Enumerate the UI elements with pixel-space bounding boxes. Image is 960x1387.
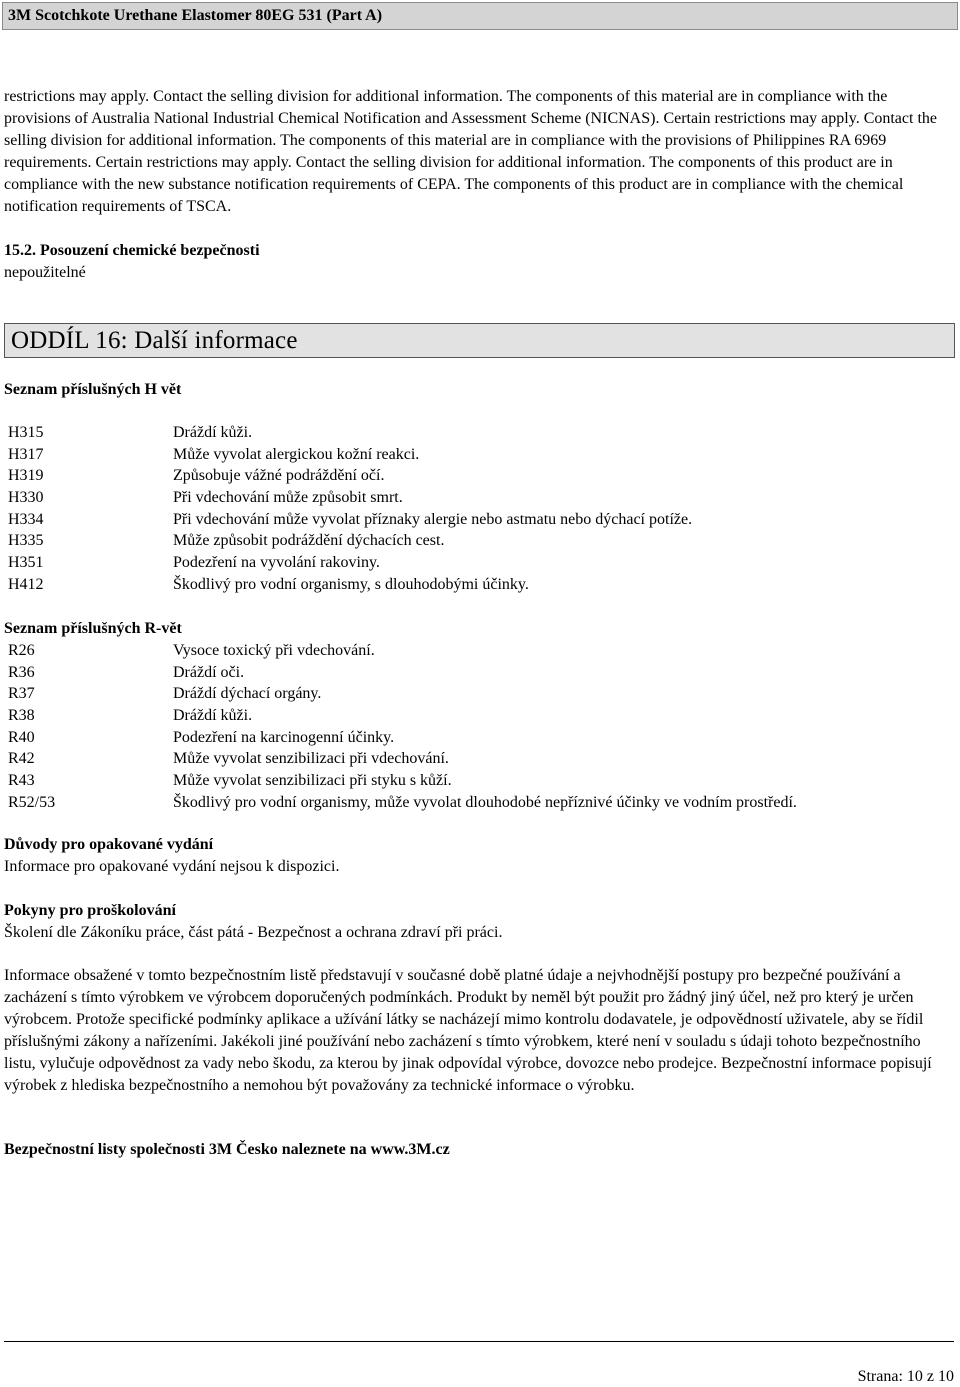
regulatory-text-block [4,86,954,284]
table-row [4,487,954,509]
table-row [4,574,954,596]
r-code: R38 [8,707,35,725]
document-header: 3M Scotchkote Urethane Elastomer 80EG 531 (Part A) [2,2,958,30]
table-row [4,422,954,444]
table-row [4,465,954,487]
r-code: R52/53 [8,793,56,811]
r-phrases-block [4,618,954,814]
r-text: Dráždí dýchací orgány. [173,685,322,703]
table-row [4,705,954,727]
r-text: Dráždí oči. [173,663,245,681]
h-code: H330 [8,489,44,507]
table-row [4,727,954,749]
subsection-15-2-text: nepoužitelné [4,264,86,281]
reissue-block [4,834,954,878]
h-code: H412 [8,575,44,593]
training-block [4,900,954,944]
h-code: H315 [8,424,44,441]
r-list-heading: Seznam příslušných R-vět [4,620,182,637]
h-code: H335 [8,532,44,550]
r-text: Vysoce toxický při vdechování. [173,642,375,659]
table-row [4,552,954,574]
h-text: Způsobuje vážné podráždění očí. [173,467,385,485]
table-row [4,662,954,684]
disclaimer-paragraph: Informace obsažené v tomto bezpečnostním listě představují v současné době platné údaje a nejvhodnější postupy pro bezpečné používání a zacházení s tímto výrobkem ve výrobcem doporučených podmínkách. Produkt by neměl být použit pro žádný jiný účel, než pro který je určen výrobcem. Protože specifické podmínky aplikace a užívání látky se nacházejí mimo kontrolu dodavatele, je odpovědností uživatele, aby se řídil příslušnými zákony a nařízeními. Jakékoli jiné používání nebo zacházení s tímto výrobkem, které není v souladu s údaji tohoto bezpečnostního listu, vylučuje odpovědnost za vady nebo škodu, za kterou by jinak odpovídal výrobce, dovozce nebo prodejce. Bezpečnostní informace popisují výrobek z hlediska bezpečnostního a nemohou být považovány za technické informace o výrobku. [4,967,932,1094]
section-16-title: ODDÍL 16: Další informace [4,323,955,358]
h-code: H317 [8,445,44,463]
h-code: H334 [8,510,44,528]
training-text: Školení dle Zákoníku práce, část pátá - Bezpečnost a ochrana zdraví při práci. [4,924,503,941]
h-text: Při vdechování může způsobit smrt. [173,489,403,507]
r-code: R36 [8,663,35,681]
r-text: Podezření na karcinogenní účinky. [173,728,395,746]
table-row [4,509,954,531]
h-code: H351 [8,554,44,572]
h-text: Dráždí kůži. [173,424,253,441]
table-row [4,748,954,770]
r-code: R43 [8,772,35,790]
r-text: Škodlivý pro vodní organismy, může vyvolat dlouhodobé nepříznivé účinky ve vodním prostředí. [173,793,797,811]
r-code: R40 [8,728,35,746]
h-text: Může vyvolat alergickou kožní reakci. [173,445,420,463]
r-code: R26 [8,642,35,659]
h-text: Podezření na vyvolání rakoviny. [173,554,380,572]
r-text: Může vyvolat senzibilizaci při styku s kůží. [173,772,452,790]
table-row [4,444,954,466]
h-text: Může způsobit podráždění dýchacích cest. [173,532,445,550]
page-number: Strana: 10 z 10 [857,1368,954,1385]
reissue-text: Informace pro opakované vydání nejsou k dispozici. [4,858,340,875]
h-text: Při vdechování může vyvolat příznaky alergie nebo astmatu nebo dýchací potíže. [173,510,693,528]
training-heading: Pokyny pro proškolování [4,902,176,919]
table-row [4,640,954,662]
h-statements-block [4,379,954,596]
table-row [4,792,954,814]
r-text: Může vyvolat senzibilizaci při vdechování. [173,750,449,768]
table-row [4,770,954,792]
h-list-heading: Seznam příslušných H vět [4,381,182,398]
r-code: R42 [8,750,35,768]
subsection-15-2-heading: 15.2. Posouzení chemické bezpečnosti [4,242,260,259]
reissue-heading: Důvody pro opakované vydání [4,836,214,853]
sds-link-text: Bezpečnostní listy společnosti 3M Česko naleznete na www.3M.cz [4,1141,450,1158]
r-code: R37 [8,685,35,703]
h-code: H319 [8,467,44,485]
h-text: Škodlivý pro vodní organismy, s dlouhodobými účinky. [173,575,529,593]
table-row [4,530,954,552]
table-row [4,683,954,705]
footer-divider [4,1341,954,1342]
r-text: Dráždí kůži. [173,707,253,725]
intro-paragraph: restrictions may apply. Contact the selling division for additional information. The components of this material are in compliance with the provisions of Australia National Industrial Chemical Notification and Assessment Scheme (NICNAS). Certain restrictions may apply. Contact the selling division for additional information. The components of this material are in compliance with the provisions of Philippines RA 6969 requirements. Certain restrictions may apply. Contact the selling division for additional information. The components of this product are in compliance with the new substance notification requirements of CEPA. The components of this product are in compliance with the chemical notification requirements of TSCA. [4,88,937,215]
